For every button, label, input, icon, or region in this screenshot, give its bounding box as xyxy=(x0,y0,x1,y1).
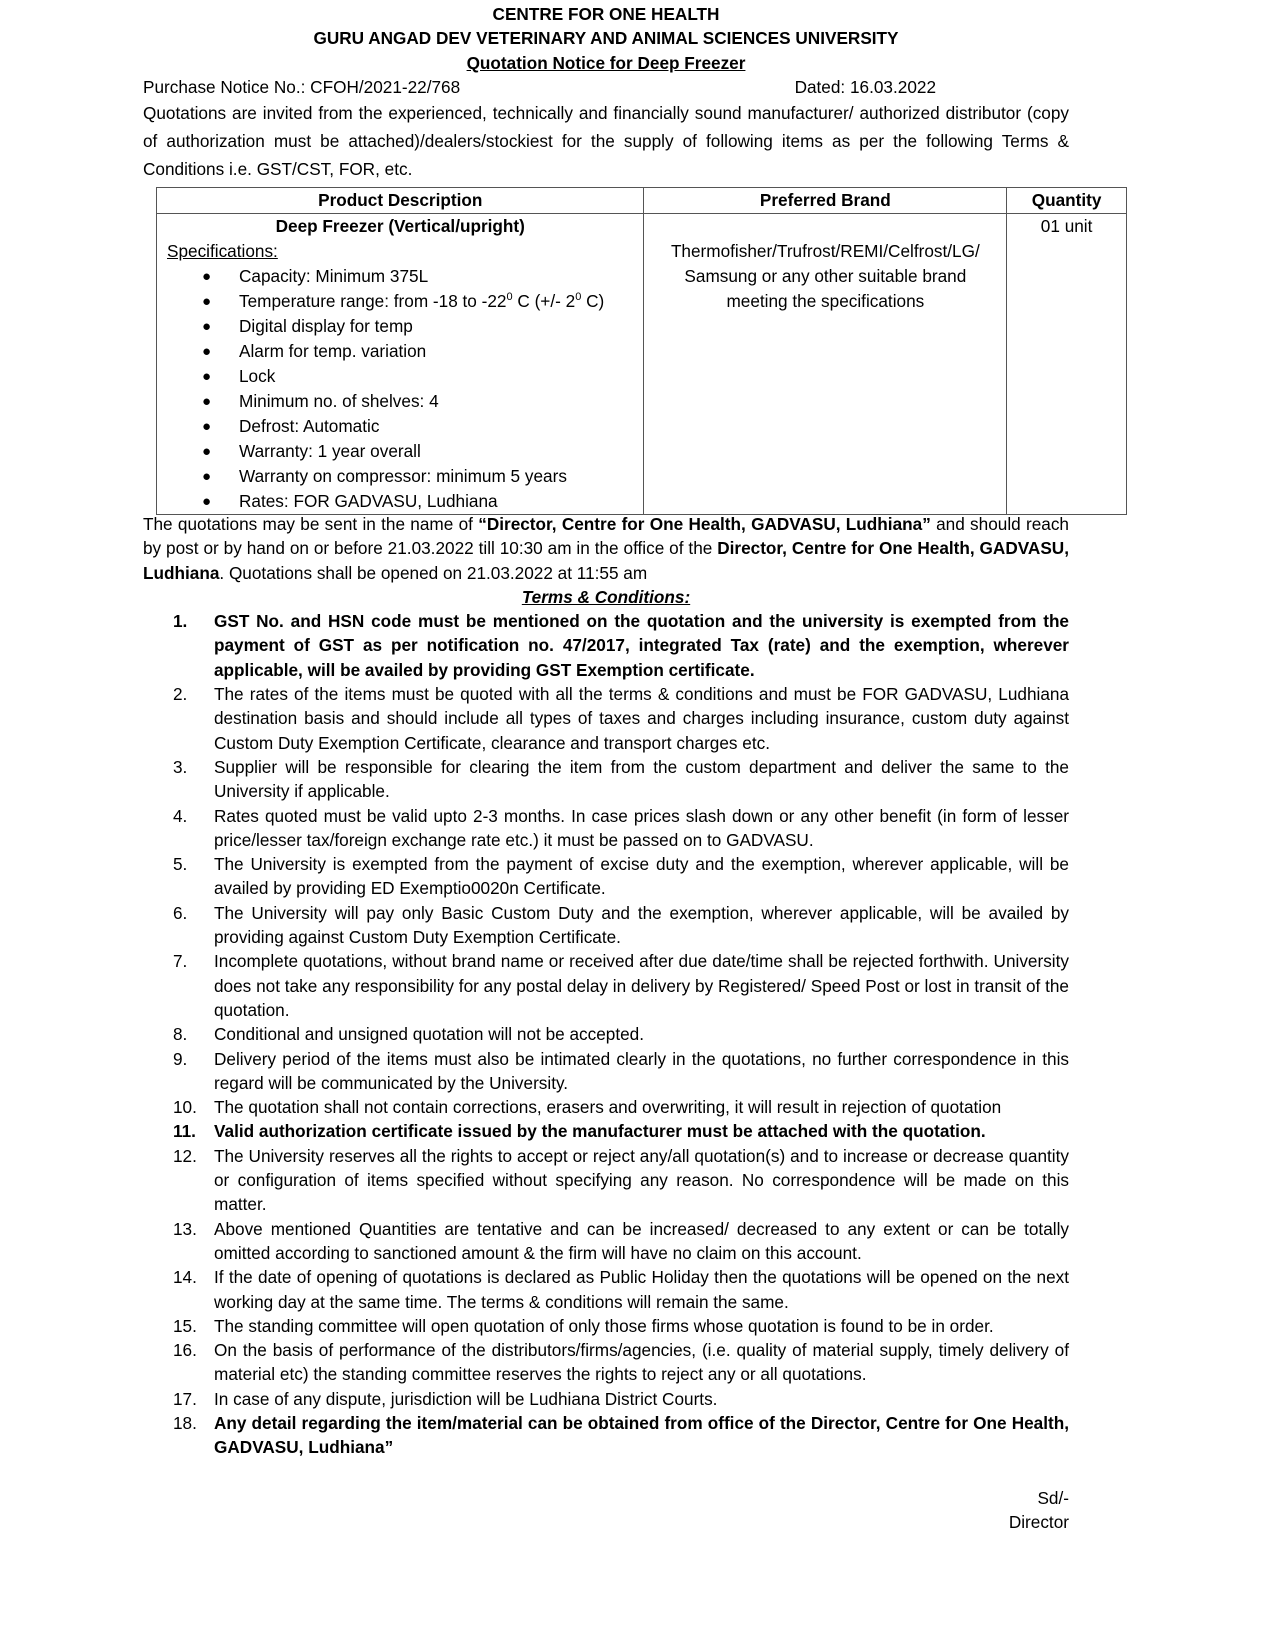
spec-item: ● Lock xyxy=(157,364,643,389)
spec-item: ● Warranty on compressor: minimum 5 years xyxy=(157,464,643,489)
intro-paragraph: Quotations are invited from the experienced, technically and financially sound manufacturer/ authorized distributor (copy of authorization must be attached)/dealers/stockiest for the supply of following items as per the following Terms & Conditions i.e. GST/CST, FOR, etc. xyxy=(143,103,1069,180)
signature-title: Director xyxy=(1008,1512,1069,1533)
term-item: 13. Above mentioned Quantities are tentative and can be increased/ decreased to any extent or can be totally omitted according to sanctioned amount & the firm will have no claim on this account. xyxy=(173,1218,1069,1263)
term-item: 11. Valid authorization certificate issued by the manufacturer must be attached with the quotation. xyxy=(173,1121,986,1142)
specifications-list xyxy=(157,264,643,514)
term-item: 17. In case of any dispute, jurisdiction will be Ludhiana District Courts. xyxy=(173,1388,718,1409)
purchase-notice-number: Purchase Notice No.: CFOH/2021-22/768 xyxy=(143,76,461,97)
term-item: 2. The rates of the items must be quoted with all the terms & conditions and must be FOR GADVASU, Ludhiana destination basis and should include all types of taxes and charges including insurance, custom duty against Custom Duty Exemption Certificate, clearance and transport charges etc. xyxy=(173,684,1069,753)
bullet-icon: ● xyxy=(202,343,212,360)
header-preferred-brand: Preferred Brand xyxy=(644,188,1007,214)
notice-title-text: Quotation Notice for Deep Freezer xyxy=(466,52,746,73)
document-page xyxy=(143,0,1069,183)
term-item: 12. The University reserves all the rights to accept or reject any/all quotation(s) and to increase or decrease quantity or configuration of items specified without specifying any reason. No correspondence will be made on this matter. xyxy=(173,1145,1069,1215)
signature-sd: Sd/- xyxy=(1037,1488,1069,1508)
spec-item: ● Defrost: Automatic xyxy=(157,414,643,439)
bullet-icon: ● xyxy=(202,493,212,510)
spec-item: ● Capacity: Minimum 375L xyxy=(157,264,643,289)
spec-item: ● Alarm for temp. variation xyxy=(157,339,643,364)
university-heading: GURU ANGAD DEV VETERINARY AND ANIMAL SCIENCES UNIVERSITY xyxy=(313,28,899,49)
submission-paragraph: The quotations may be sent in the name of “Director, Centre for One Health, GADVASU, Ludhiana” and should reach by post or by hand on or before 21.03.2022 till 10:30 am in the office of the Director, Centre for One Health, GADVASU, Ludhiana. Quotations shall be opened on 21.03.2022 at 11:55 am xyxy=(143,514,1069,583)
table-header-row xyxy=(157,188,1127,214)
quantity-cell: 01 unit xyxy=(1007,214,1127,515)
term-item: 16. On the basis of performance of the distributors/firms/agencies, (i.e. quality of material supply, timely delivery of material etc) the standing committee reserves the rights to reject any or all quotations. xyxy=(173,1340,1069,1385)
term-item: 9. Delivery period of the items must also be intimated clearly in the quotations, no further correspondence in this regard will be communicated by the University. xyxy=(173,1048,1069,1093)
product-description-cell xyxy=(157,214,644,515)
spec-item: ● Temperature range: from -18 to $-22^0$ C (+/- $2^0$ C) xyxy=(157,289,643,314)
bullet-icon: ● xyxy=(202,293,212,310)
term-item: 3. Supplier will be responsible for clearing the item from the custom department and deliver the same to the University if applicable. xyxy=(173,756,1069,802)
terms-heading: Terms & Conditions: xyxy=(521,586,691,607)
notice-info xyxy=(143,75,1069,99)
table-row xyxy=(157,214,1127,515)
term-item: 10. The quotation shall not contain corrections, erasers and overwriting, it will result in rejection of quotation xyxy=(173,1097,1002,1118)
bullet-icon: ● xyxy=(202,443,212,460)
bullet-icon: ● xyxy=(202,468,212,485)
spec-item: ● Rates: FOR GADVASU, Ludhiana xyxy=(157,489,643,514)
submission-section xyxy=(143,512,1069,1460)
spec-item: ● Digital display for temp xyxy=(157,314,643,339)
term-item: 14. If the date of opening of quotations is declared as Public Holiday then the quotations will be opened on the next working day at the same time. The terms & conditions will remain the same. xyxy=(173,1267,1069,1312)
bullet-icon: ● xyxy=(202,318,212,335)
term-item: 6. The University will pay only Basic Custom Duty and the exemption, wherever applicable, will be availed by providing against Custom Duty Exemption Certificate. xyxy=(173,902,1069,948)
specifications-label: Specifications: xyxy=(167,241,278,261)
notice-title xyxy=(143,51,1069,75)
spec-item: ● Minimum no. of shelves: 4 xyxy=(157,389,643,414)
preferred-brand-cell: Thermofisher/Trufrost/REMI/Celfrost/LG/ Samsung or any other suitable brand meeting the specifications xyxy=(644,214,1007,515)
term-item: 15. The standing committee will open quotation of only those firms whose quotation is found to be in order. xyxy=(173,1315,994,1336)
term-item: 4. Rates quoted must be valid upto 2-3 months. In case prices slash down or any other benefit (in form of lesser price/lesser tax/foreign exchange rate etc.) it must be passed on to GADVASU. xyxy=(173,805,1069,850)
terms-list xyxy=(143,609,1069,1459)
product-title: Deep Freezer (Vertical/upright) xyxy=(275,216,525,236)
term-item: 7. Incomplete quotations, without brand name or received after due date/time shall be rejected forthwith. University does not take any responsibility for any postal delay in delivery by Registered/ Speed Post or lost in transit of the quotation. xyxy=(173,951,1069,1020)
bullet-icon: ● xyxy=(202,418,212,435)
term-item: 1. GST No. and HSN code must be mentioned on the quotation and the university is exempted from the payment of GST as per notification no. 47/2017, integrated Tax (rate) and the exemption, wherever applicable, will be availed by providing GST Exemption certificate. xyxy=(173,611,1069,680)
bullet-icon: ● xyxy=(202,393,212,410)
notice-date: Dated: 16.03.2022 xyxy=(794,76,936,97)
org-heading: CENTRE FOR ONE HEALTH xyxy=(492,4,720,24)
items-table xyxy=(156,187,1127,515)
term-item: 18. Any detail regarding the item/material can be obtained from office of the Director, Centre for One Health, GADVASU, Ludhiana” xyxy=(173,1412,1069,1458)
header-product-description: Product Description xyxy=(157,188,644,214)
term-item: 8. Conditional and unsigned quotation will not be accepted. xyxy=(173,1024,644,1045)
signature-block xyxy=(1009,1486,1069,1535)
header-quantity: Quantity xyxy=(1007,188,1127,214)
term-item: 5. The University is exempted from the payment of excise duty and the exemption, wherever applicable, will be availed by providing ED Exemptio0020n Certificate. xyxy=(173,854,1069,899)
bullet-icon: ● xyxy=(202,268,212,285)
spec-item: ● Warranty: 1 year overall xyxy=(157,439,643,464)
bullet-icon: ● xyxy=(202,368,212,385)
